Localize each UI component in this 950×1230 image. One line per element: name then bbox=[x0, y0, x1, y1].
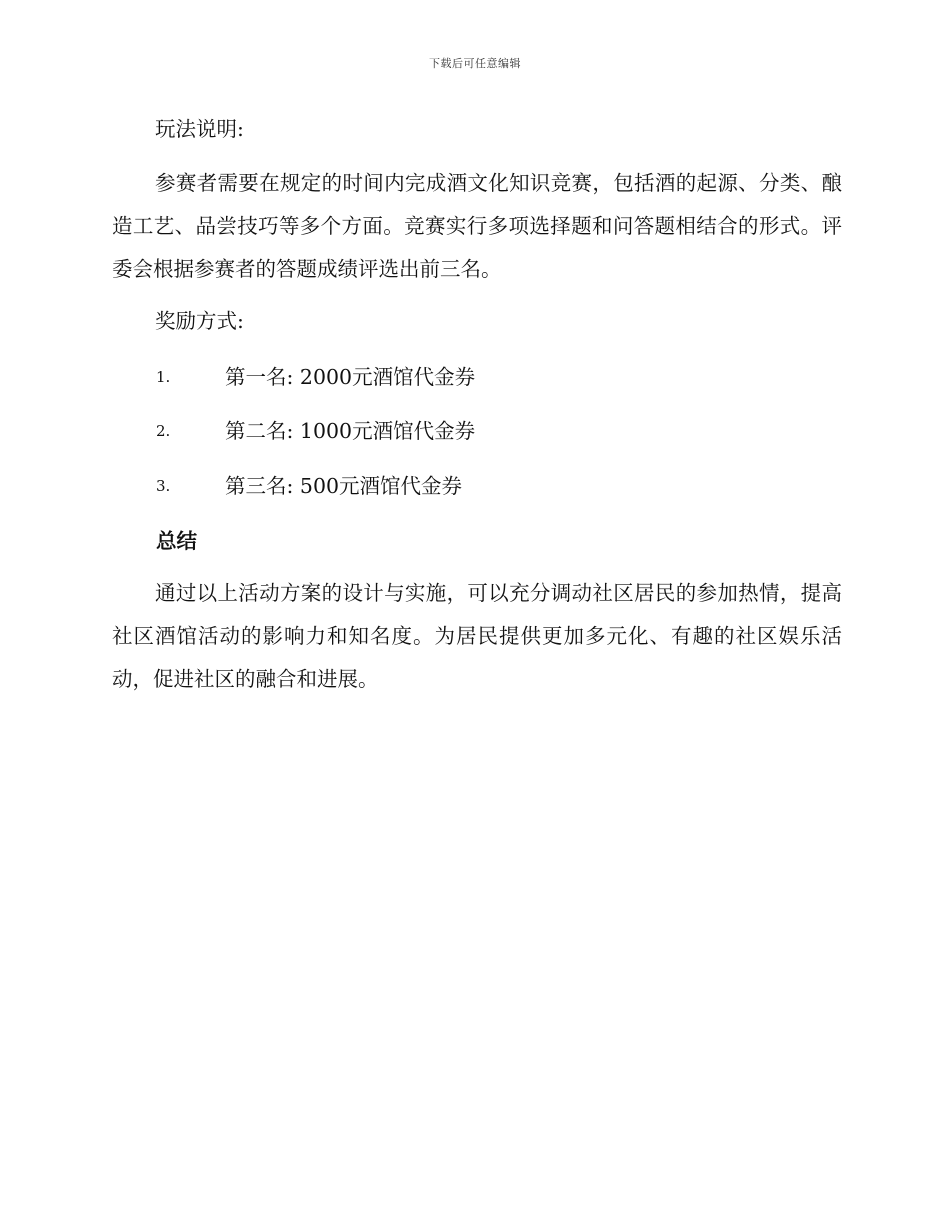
list-number: 3. bbox=[156, 477, 171, 495]
list-number: 2. bbox=[156, 422, 171, 440]
list-text: 第三名: 500元酒馆代金券 bbox=[225, 474, 463, 498]
page-header: 下载后可任意编辑 bbox=[429, 57, 521, 70]
rules-title: 玩法说明: bbox=[155, 117, 244, 141]
list-number: 1. bbox=[156, 368, 171, 386]
rules-body: 参赛者需要在规定的时间内完成酒文化知识竞赛，包括酒的起源、分类、酿造工艺、品尝技巧等多个方面。竞赛实行多项选择题和问答题相结合的形式。评委会根据参赛者的答题成绩评选出前三名。 bbox=[112, 171, 842, 281]
summary-body: 通过以上活动方案的设计与实施，可以充分调动社区居民的参加热情，提高社区酒馆活动的影响力和知名度。为居民提供更加多元化、有趣的社区娱乐活动，促进社区的融合和进展。 bbox=[112, 581, 842, 691]
list-text: 第二名: 1000元酒馆代金券 bbox=[225, 419, 476, 443]
rewards-title: 奖励方式: bbox=[155, 309, 244, 333]
list-text: 第一名: 2000元酒馆代金券 bbox=[225, 365, 476, 389]
summary-heading: 总结 bbox=[156, 529, 197, 553]
